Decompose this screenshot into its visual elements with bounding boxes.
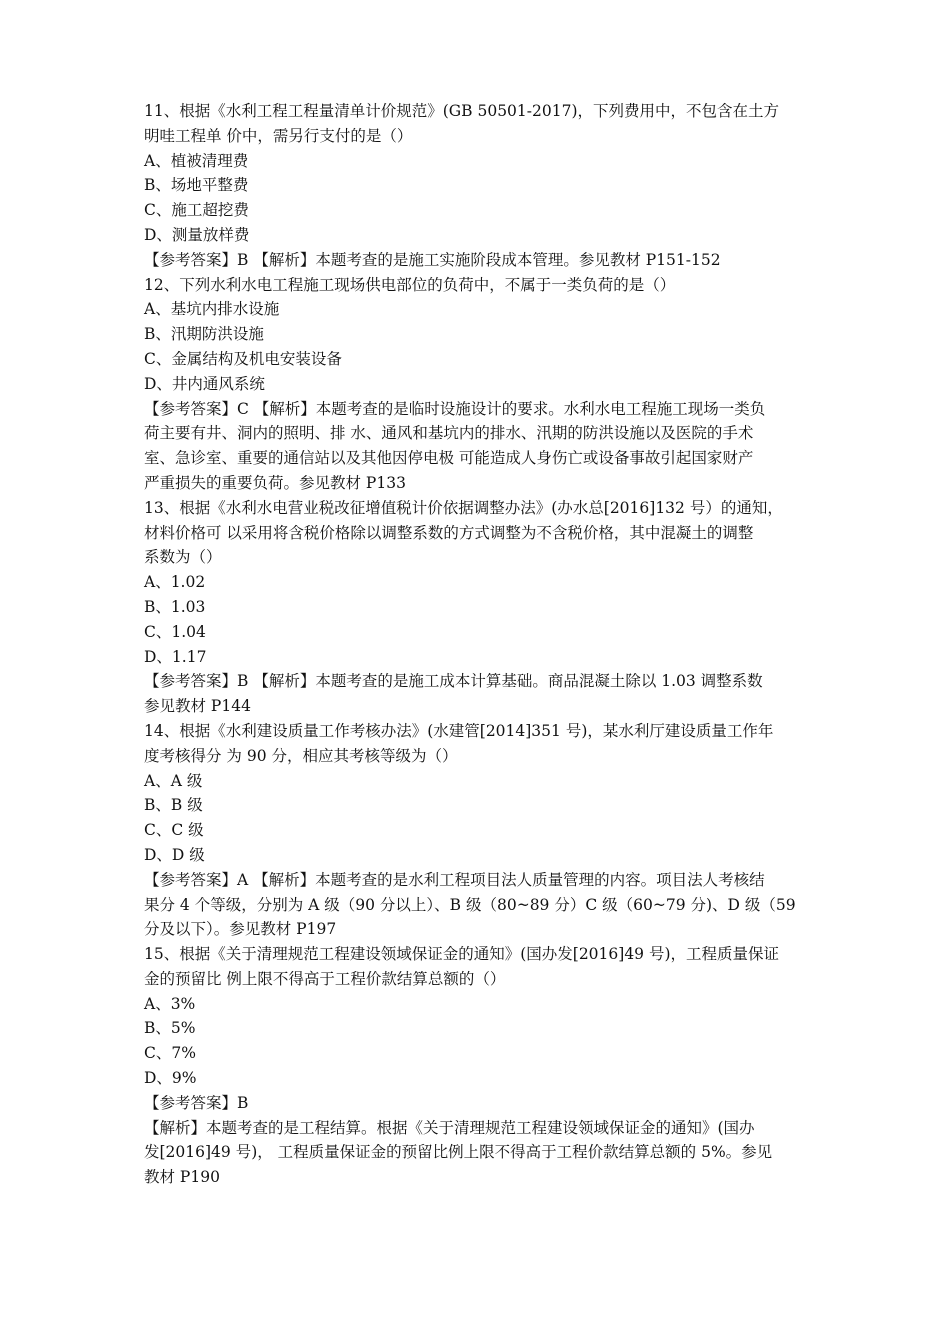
option-b: B、场地平整费	[144, 176, 249, 195]
question-stem: 14、根据《水利建设质量工作考核办法》(水建管[2014]351 号)，某水利厅建设质量工作年	[144, 721, 774, 740]
question-13	[144, 496, 810, 719]
option-c: C、金属结构及机电安装设备	[144, 349, 342, 368]
question-stem: 材料价格可 以采用将含税价格除以调整系数的方式调整为不含税价格，其中混凝土的调整	[144, 523, 754, 542]
answer-explanation: 教材 P190	[144, 1168, 220, 1187]
question-stem: 明哇工程单 价中，需另行支付的是（）	[144, 126, 413, 145]
question-stem: 11、根据《水利工程工程量清单计价规范》(GB 50501-2017)，下列费用中，不包含在土方	[144, 102, 780, 120]
option-b: B、汛期防洪设施	[144, 325, 264, 344]
question-12	[144, 273, 810, 496]
question-stem: 15、根据《关于清理规范工程建设领域保证金的通知》(国办发[2016]49 号)，工程质量保证	[144, 945, 780, 964]
answer-explanation: 【参考答案】B 【解析】本题考查的是施工成本计算基础。商品混凝土除以 1.03 调整系数	[144, 672, 763, 691]
question-15	[144, 942, 810, 1190]
answer-explanation: 荷主要有井、洞内的照明、排 水、通风和基坑内的排水、汛期的防洪设施以及医院的手术	[144, 424, 754, 443]
question-stem: 12、下列水利水电工程施工现场供电部位的负荷中，不属于一类负荷的是（）	[144, 275, 676, 294]
question-stem: 13、根据《水利水电营业税改征增值税计价依据调整办法》(办水总[2016]132 号）的通知，	[144, 498, 783, 517]
option-b: B、5%	[144, 1019, 196, 1038]
option-d: D、井内通风系统	[144, 374, 265, 393]
option-c: C、7%	[144, 1044, 196, 1063]
option-a: A、1.02	[144, 573, 206, 592]
question-stem: 系数为（）	[144, 548, 222, 567]
answer-explanation: 参见教材 P144	[144, 697, 251, 716]
answer-explanation: 严重损失的重要负荷。参见教材 P133	[144, 473, 406, 492]
answer-explanation: 【参考答案】C 【解析】本题考查的是临时设施设计的要求。水利水电工程施工现场一类负	[144, 399, 766, 418]
option-a: A、A 级	[144, 771, 203, 790]
option-d: D、D 级	[144, 845, 205, 864]
option-b: B、B 级	[144, 796, 203, 815]
answer-explanation: 分及以下）。参见教材 P197	[144, 920, 337, 939]
answer-explanation: 发[2016]49 号)， 工程质量保证金的预留比例上限不得高于工程价款结算总额的 5%。参见	[144, 1143, 773, 1162]
option-d: D、1.17	[144, 647, 207, 666]
question-stem: 金的预留比 例上限不得高于工程价款结算总额的（）	[144, 969, 506, 988]
option-a: A、3%	[144, 994, 196, 1013]
answer-explanation: 【参考答案】B	[144, 1093, 249, 1112]
option-b: B、1.03	[144, 597, 206, 616]
option-a: A、基坑内排水设施	[144, 300, 280, 319]
answer-explanation: 【参考答案】A 【解析】本题考查的是水利工程项目法人质量管理的内容。项目法人考核结	[144, 870, 765, 889]
option-c: C、施工超挖费	[144, 201, 249, 220]
question-list	[144, 99, 810, 1190]
option-a: A、植被清理费	[144, 151, 249, 170]
answer-explanation: 果分 4 个等级，分别为 A 级（90 分以上）、B 级（80~89 分）C 级（60~79 分)、D 级（59	[144, 895, 796, 914]
option-d: D、测量放样费	[144, 225, 250, 244]
answer-explanation: 室、急诊室、重要的通信站以及其他因停电极 可能造成人身伤亡或设备事故引起国家财产	[144, 449, 754, 468]
option-d: D、9%	[144, 1069, 197, 1088]
option-c: C、C 级	[144, 821, 204, 840]
option-c: C、1.04	[144, 622, 206, 641]
answer-explanation: 【参考答案】B 【解析】本题考查的是施工实施阶段成本管理。参见教材 P151-152	[144, 250, 721, 269]
question-11	[144, 99, 810, 273]
question-14	[144, 719, 810, 942]
answer-explanation: 【解析】本题考查的是工程结算。根据《关于清理规范工程建设领域保证金的通知》(国办	[144, 1118, 755, 1137]
question-stem: 度考核得分 为 90 分，相应其考核等级为（）	[144, 746, 458, 765]
